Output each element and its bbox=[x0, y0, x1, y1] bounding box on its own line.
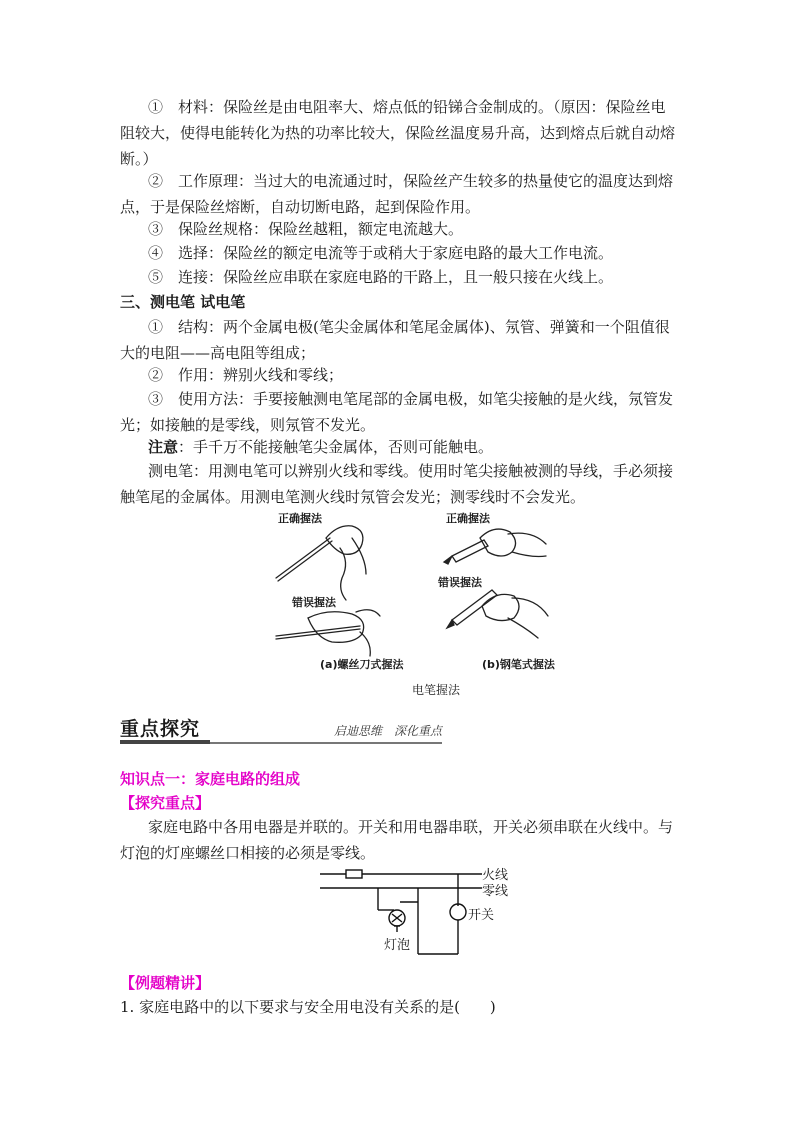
question-1: 1. 家庭电路中的以下要求与安全用电没有关系的是( ) bbox=[120, 998, 496, 1016]
section-divider-accent bbox=[120, 740, 210, 744]
example-tag: 【例题精讲】 bbox=[120, 974, 211, 992]
pen-structure-paragraph: ① 结构：两个金属电极(笔尖金属体和笔尾金属体)、氖管、弹簧和一个阻值很大的电阻——高电阻等组成； bbox=[120, 318, 670, 362]
explore-key-tag: 【探究重点】 bbox=[120, 794, 211, 812]
pen-function-paragraph: ② 作用：辨别火线和零线； bbox=[148, 366, 344, 384]
fuse-material-paragraph: ① 材料：保险丝是由电阻率大、熔点低的铅锑合金制成的。（原因：保险丝电阻较大，使得电能转化为热的功率比较大，保险丝温度易升高，达到熔点后就自动熔断。） bbox=[120, 98, 676, 168]
label-switch: 开关 bbox=[468, 908, 495, 923]
hand-outline-1 bbox=[326, 526, 363, 555]
note-label: 注意 bbox=[148, 438, 179, 456]
screwdriver-pen-shaft-1 bbox=[276, 538, 330, 578]
kp1-paragraph: 家庭电路中各用电器是并联的。开关和用电器串联，开关必须串联在火线中。与灯泡的灯座螺丝口相接的必须是零线。 bbox=[120, 818, 674, 862]
section-subtitle: 启迪思维 深化重点 bbox=[333, 724, 442, 738]
fuse-spec-paragraph: ③ 保险丝规格：保险丝越粗，额定电流越大。 bbox=[148, 220, 464, 238]
pen-note-paragraph bbox=[120, 434, 680, 460]
note-text: ：手千万不能接触笔尖金属体，否则可能触电。 bbox=[178, 438, 494, 456]
test-pen-heading: 三、测电笔 试电笔 bbox=[120, 293, 246, 311]
section-header bbox=[120, 714, 442, 744]
label-pen-grip: (b)钢笔式握法 bbox=[482, 658, 555, 671]
pen-usage-paragraph: ③ 使用方法：手要接触测电笔尾部的金属电极，如笔尖接触的是火线，氖管发光；如接触的是零线，则氖管不发光。 bbox=[120, 390, 674, 434]
fuse-symbol bbox=[346, 870, 362, 878]
section-title: 重点探究 bbox=[120, 718, 201, 740]
switch-symbol bbox=[450, 904, 466, 920]
label-wrong-grip-b: 错误握法 bbox=[438, 576, 482, 589]
label-wrong-grip-a: 错误握法 bbox=[292, 596, 336, 609]
fuse-principle-paragraph: ② 工作原理：当过大的电流通过时，保险丝产生较多的热量使它的温度达到熔点，于是保险丝熔断，自动切断电路，起到保险作用。 bbox=[120, 172, 674, 216]
label-correct-grip-a: 正确握法 bbox=[278, 512, 322, 525]
knowledge-point-title: 知识点一：家庭电路的组成 bbox=[120, 770, 301, 788]
pen-summary-paragraph: 测电笔：用测电笔可以辨别火线和零线。使用时笔尖接触被测的导线，手必须接触笔尾的金属体。用测电笔测火线时氖管会发光；测零线时不会发光。 bbox=[120, 462, 674, 506]
figure-caption: 电笔握法 bbox=[412, 683, 461, 697]
fuse-selection-paragraph: ④ 选择：保险丝的额定电流等于或稍大于家庭电路的最大工作电流。 bbox=[148, 244, 614, 262]
fuse-connection-paragraph: ⑤ 连接：保险丝应串联在家庭电路的干路上，且一般只接在火线上。 bbox=[148, 268, 614, 286]
pen-grip-figure bbox=[268, 508, 568, 698]
fountain-pen-body-2 bbox=[452, 590, 497, 625]
label-neutral-wire: 零线 bbox=[482, 884, 509, 899]
label-screwdriver-grip: (a)螺丝刀式握法 bbox=[320, 658, 404, 671]
label-correct-grip-b: 正确握法 bbox=[446, 512, 490, 525]
label-live-wire: 火线 bbox=[482, 868, 509, 883]
label-bulb: 灯泡 bbox=[384, 938, 411, 953]
circuit-diagram bbox=[318, 862, 518, 960]
